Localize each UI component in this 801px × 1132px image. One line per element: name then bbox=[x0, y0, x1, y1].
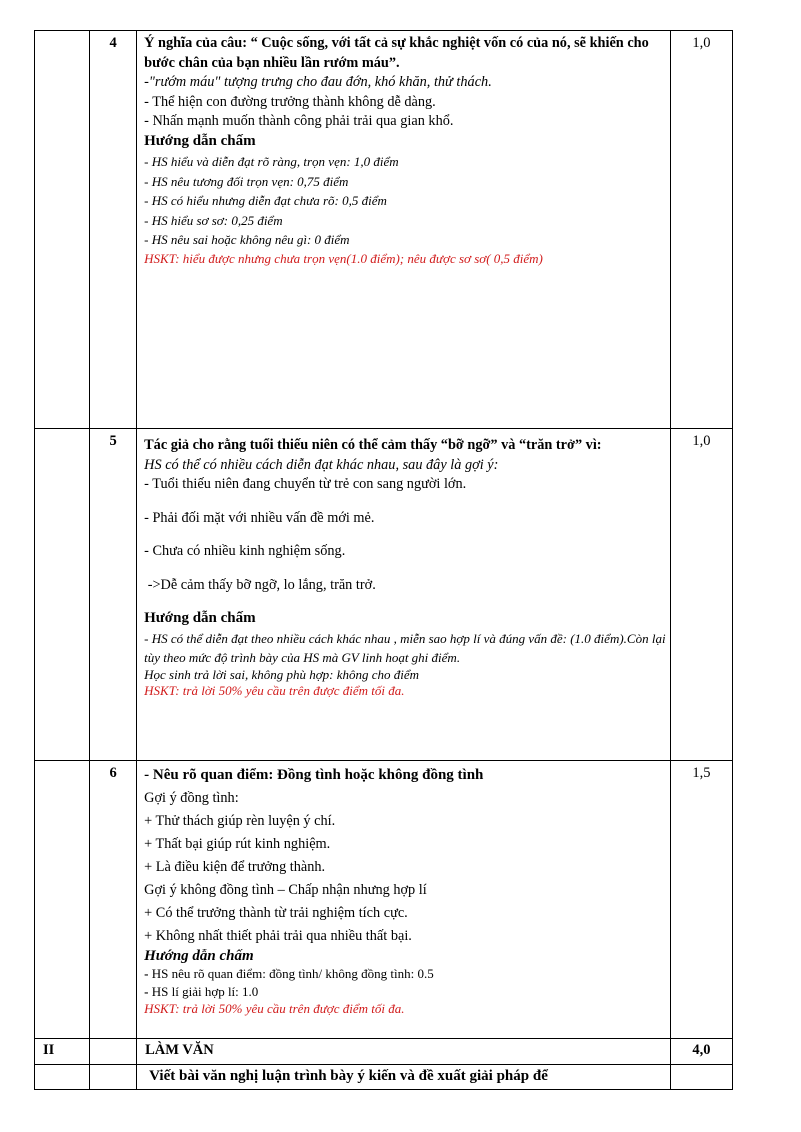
answer-cell bbox=[137, 31, 671, 429]
question-title: Ý nghĩa của câu: “ Cuộc sống, với tất cả sự khắc nghiệt vốn có của nó, sẽ khiến cho bước chân của bạn nhiều lần rướm máu”. bbox=[144, 35, 649, 71]
answer-line: - Thể hiện con đường trưởng thành không dễ dàng. bbox=[144, 93, 436, 110]
guide-heading: Hướng dẫn chấm bbox=[144, 948, 254, 964]
empty-cell bbox=[35, 1065, 90, 1090]
section-title: LÀM VĂN bbox=[137, 1039, 671, 1065]
section-row bbox=[35, 1039, 733, 1065]
hskt-note: HSKT: trả lời 50% yêu cầu trên được điểm tối đa. bbox=[144, 1001, 405, 1016]
question-number: 4 bbox=[90, 31, 137, 429]
answer-line: - Tuổi thiếu niên đang chuyển từ trẻ con sang người lớn. bbox=[144, 476, 467, 492]
answer-line: + Là điều kiện để trưởng thành. bbox=[144, 859, 326, 875]
empty-cell bbox=[670, 1065, 732, 1090]
answer-cell bbox=[137, 429, 671, 761]
answer-line: ->Dễ cảm thấy bỡ ngỡ, lo lắng, trăn trở. bbox=[144, 576, 376, 593]
answer-line: -"rướm máu" tượng trưng cho đau đớn, khó khăn, thử thách. bbox=[144, 74, 492, 90]
score-cell: 1,5 bbox=[670, 761, 732, 1039]
answer-line: - Nhấn mạnh muốn thành công phải trải qua gian khổ. bbox=[144, 113, 454, 129]
question-title: - Nêu rõ quan điểm: Đồng tình hoặc không đồng tình bbox=[144, 767, 484, 783]
question-number: 5 bbox=[90, 429, 137, 761]
answer-line: - Phải đối mặt với nhiều vấn đề mới mẻ. bbox=[144, 509, 375, 526]
part-cell bbox=[35, 31, 90, 429]
guide-line: - HS hiểu sơ sơ: 0,25 điểm bbox=[144, 212, 283, 228]
part-cell bbox=[35, 429, 90, 761]
answer-line: - Chưa có nhiều kinh nghiệm sống. bbox=[144, 543, 346, 559]
grading-table bbox=[34, 30, 733, 1090]
part-cell bbox=[35, 761, 90, 1039]
guide-line: - HS hiểu và diễn đạt rõ ràng, trọn vẹn: 1,0 điểm bbox=[144, 154, 399, 169]
section-number: II bbox=[35, 1039, 90, 1065]
guide-line: - HS nêu sai hoặc không nêu gì: 0 điểm bbox=[144, 232, 350, 247]
guide-line: - HS có thể diễn đạt theo nhiều cách khác nhau , miễn sao hợp lí và đúng vấn đề: (1.0 điểm).Còn lại tùy theo mức độ trình bày của HS mà GV linh hoạt ghi điểm. bbox=[144, 630, 666, 665]
answer-line: Gợi ý đồng tình: bbox=[144, 790, 239, 806]
guide-line: - HS có hiểu nhưng diễn đạt chưa rõ: 0,5 điểm bbox=[144, 193, 387, 208]
empty-cell bbox=[90, 1039, 137, 1065]
hskt-note: HSKT: trả lời 50% yêu cầu trên được điểm tối đa. bbox=[144, 682, 405, 698]
question-number: 6 bbox=[90, 761, 137, 1039]
answer-line: + Có thể trưởng thành từ trải nghiệm tích cực. bbox=[144, 905, 408, 921]
empty-cell bbox=[90, 1065, 137, 1090]
answer-intro: HS có thể có nhiều cách diễn đạt khác nhau, sau đây là gợi ý: bbox=[144, 456, 499, 473]
answer-line: + Thử thách giúp rèn luyện ý chí. bbox=[144, 813, 336, 829]
guide-line: HS lí giải hợp lí: 1.0 bbox=[151, 984, 259, 999]
score-cell: 1,0 bbox=[670, 429, 732, 761]
essay-prompt: Viết bài văn nghị luận trình bày ý kiến và đề xuất giải pháp để bbox=[137, 1065, 671, 1090]
table-row bbox=[35, 761, 733, 1039]
table-row bbox=[35, 31, 733, 429]
question-title: Tác giả cho rằng tuổi thiếu niên có thể cảm thấy “bỡ ngỡ” và “trăn trở” vì: bbox=[144, 437, 602, 453]
answer-line: + Thất bại giúp rút kinh nghiệm. bbox=[144, 836, 331, 852]
answer-line: + Không nhất thiết phải trải qua nhiều thất bại. bbox=[144, 928, 412, 944]
hskt-note: HSKT: hiểu được nhưng chưa trọn vẹn(1.0 điểm); nêu được sơ sơ( 0,5 điểm) bbox=[144, 250, 543, 266]
guide-heading: Hướng dẫn chấm bbox=[144, 132, 256, 149]
answer-cell: - Nêu rõ quan điểm: Đồng tình hoặc không đồng tình Gợi ý đồng tình: + Thử thách giúp rèn luyện ý chí. + Thất bại giúp rút kinh nghiệm. + Là điều kiện để trưởng thành. Gợi ý không đồng tình – Chấp nhận nhưng hợp lí + Có thể trưởng thành từ trải nghiệm tích cực. + Không nhất thiết phải trải qua nhiều thất bại. Hướng dẫn chấm - HS nêu rõ quan điểm: đồng tình/ không đồng tình: 0.5 - HS lí giải hợp lí: 1.0 HSKT: trả lời 50% yêu cầu trên được điểm tối đa. bbox=[137, 761, 671, 1039]
table-row bbox=[35, 429, 733, 761]
guide-line: HS nêu rõ quan điểm: đồng tình/ không đồng tình: 0.5 bbox=[151, 966, 434, 981]
section-score: 4,0 bbox=[670, 1039, 732, 1065]
guide-heading: Hướng dẫn chấm bbox=[144, 610, 256, 626]
guide-line: Học sinh trả lời sai, không phù hợp: không cho điểm bbox=[144, 666, 420, 682]
table-row bbox=[35, 1065, 733, 1090]
guide-line: - HS nêu tương đối trọn vẹn: 0,75 điểm bbox=[144, 173, 349, 189]
score-cell: 1,0 bbox=[670, 31, 732, 429]
answer-line: Gợi ý không đồng tình – Chấp nhận nhưng hợp lí bbox=[144, 882, 427, 898]
